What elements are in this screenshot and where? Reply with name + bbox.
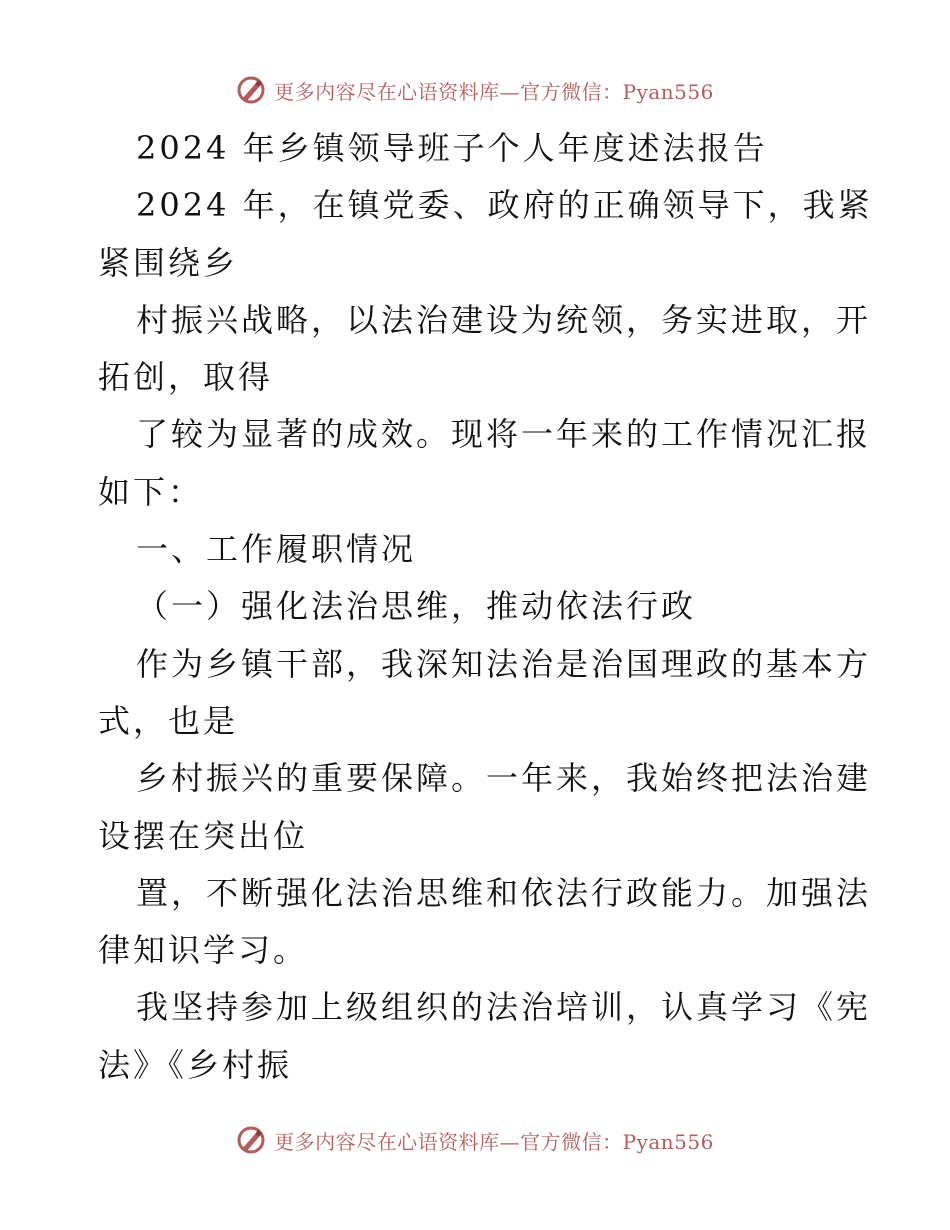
document-title: 2024 年乡镇领导班子个人年度述法报告 [136,129,768,167]
paragraph-line: 了较为显著的成效。现将一年来的工作情况汇报 [136,415,872,454]
paragraph-line: 村振兴战略，以法治建设为统领，务实进取，开 [136,300,872,339]
paragraph-line: 如下： [98,472,204,511]
paragraph-line: 拓创，取得 [98,358,274,397]
paragraph-line: 作为乡镇干部，我深知法治是治国理政的基本方 [136,644,872,683]
paragraph-line: 设摆在突出位 [98,816,309,855]
document-body [98,120,873,1094]
paragraph-line: 我坚持参加上级组织的法治培训，认真学习《宪 [136,988,872,1027]
paragraph-line: 式，也是 [98,701,239,740]
paragraph-line: 乡村振兴的重要保障。一年来，我始终把法治建 [136,759,872,798]
subsection-heading: （一）强化法治思维，推动依法行政 [136,587,697,626]
paragraph-line: 法》《乡村振 [98,1045,293,1084]
header-banner-text: 更多内容尽在心语资料库—官方微信：Pyan556 [274,79,714,104]
section-heading: 一、工作履职情况 [136,530,417,569]
pen-circle-logo-icon [236,75,266,105]
paragraph-line: 置，不断强化法治思维和依法行政能力。加强法 [136,873,872,912]
header-banner [0,70,950,110]
paragraph-line: 律知识学习。 [98,931,309,970]
pen-circle-logo-icon [236,1125,266,1155]
footer-banner [0,1120,950,1160]
footer-banner-text: 更多内容尽在心语资料库—官方微信：Pyan556 [274,1129,714,1154]
paragraph-line: 紧围绕乡 [98,243,239,282]
paragraph-line: 2024 年，在镇党委、政府的正确领导下，我紧 [136,186,873,225]
